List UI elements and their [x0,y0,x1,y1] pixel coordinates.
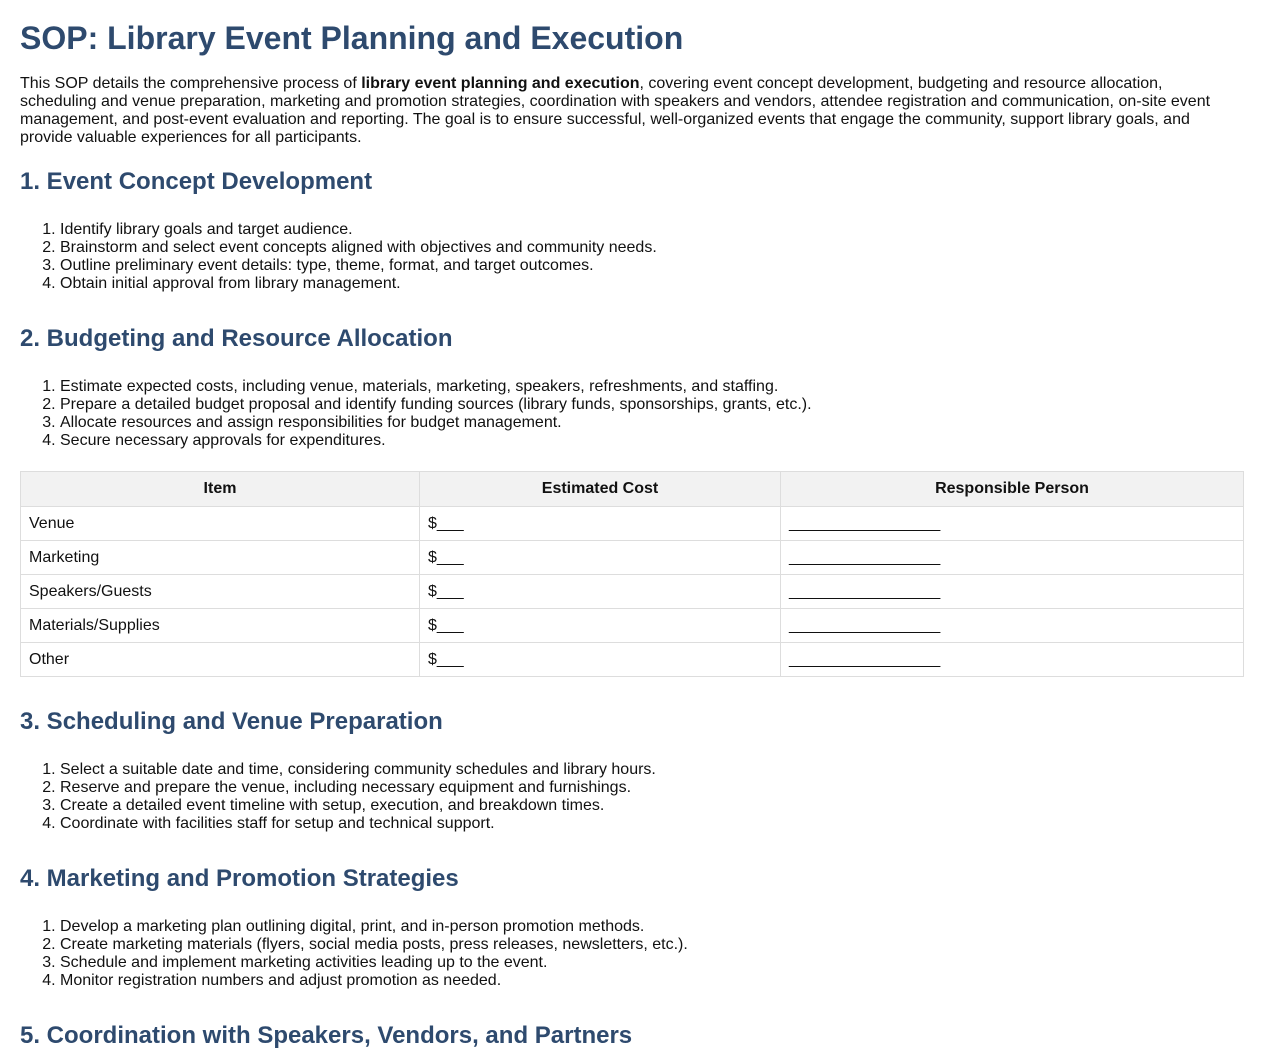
table-row [21,609,1244,643]
item-cell: Materials/Supplies [21,609,420,643]
list-item: 1. Estimate expected costs, including venue, materials, marketing, speakers, refreshments, and staffing. [60,378,1243,396]
list-item: 3. Allocate resources and assign responsibilities for budget management. [60,414,1243,432]
section-heading-marketing: 4. Marketing and Promotion Strategies [20,865,459,892]
responsible-cell: _________________ [781,507,1244,541]
list-item: 2. Brainstorm and select event concepts aligned with objectives and community needs. [60,239,1243,257]
section-heading-coordination: 5. Coordination with Speakers, Vendors, and Partners [20,1022,633,1049]
page-title: SOP: Library Event Planning and Execution [20,20,684,56]
section-heading-concept: 1. Event Concept Development [20,168,373,195]
column-header-estimated-cost: Estimated Cost [420,472,781,507]
cost-cell: $___ [420,575,781,609]
list-item: 2. Create marketing materials (flyers, social media posts, press releases, newsletters, etc.). [60,936,1243,954]
cost-cell: $___ [420,609,781,643]
list-item: 3. Outline preliminary event details: type, theme, format, and target outcomes. [60,257,1243,275]
table-header-row [21,472,1244,507]
steps-list-concept [20,221,1243,293]
list-item: 4. Monitor registration numbers and adjust promotion as needed. [60,972,1243,990]
list-item: 2. Reserve and prepare the venue, including necessary equipment and furnishings. [60,779,1243,797]
responsible-cell: _________________ [781,609,1244,643]
list-item: 1. Select a suitable date and time, considering community schedules and library hours. [60,761,1243,779]
cost-cell: $___ [420,507,781,541]
intro-text-before: This SOP details the comprehensive process of [20,75,362,92]
table-row [21,643,1244,677]
list-item: 1. Develop a marketing plan outlining digital, print, and in-person promotion methods. [60,918,1243,936]
list-item: 4. Obtain initial approval from library management. [60,275,1243,293]
responsible-cell: _________________ [781,575,1244,609]
intro-text-after: , covering event concept development, budgeting and resource allocation, scheduling and venue preparation, marketing and promotion strategies, coordination with speakers and vendors, attendee registration and communication, on-site event management, and post-event evaluation and reporting. The goal is to ensure successful, well-organized events that engage the community, support library goals, and provide valuable experiences for all participants. [20,75,1211,146]
steps-list-budgeting [20,378,1243,450]
intro-paragraph [20,75,1243,147]
cost-cell: $___ [420,541,781,575]
list-item: 4. Coordinate with facilities staff for setup and technical support. [60,815,1243,833]
list-item: 3. Schedule and implement marketing activities leading up to the event. [60,954,1243,972]
steps-list-marketing [20,918,1243,990]
list-item: 3. Create a detailed event timeline with setup, execution, and breakdown times. [60,797,1243,815]
item-cell: Marketing [21,541,420,575]
responsible-cell: _________________ [781,643,1244,677]
column-header-responsible-person: Responsible Person [781,472,1244,507]
table-row [21,541,1244,575]
steps-list-scheduling [20,761,1243,833]
list-item: 2. Prepare a detailed budget proposal and identify funding sources (library funds, sponsorships, grants, etc.). [60,396,1243,414]
section-heading-budgeting: 2. Budgeting and Resource Allocation [20,325,453,352]
intro-text-bold: library event planning and execution [361,75,640,92]
item-cell: Venue [21,507,420,541]
column-header-item: Item [21,472,420,507]
section-heading-scheduling: 3. Scheduling and Venue Preparation [20,708,443,735]
list-item: 1. Identify library goals and target audience. [60,221,1243,239]
responsible-cell: _________________ [781,541,1244,575]
table-row [21,507,1244,541]
table-row [21,575,1244,609]
item-cell: Speakers/Guests [21,575,420,609]
item-cell: Other [21,643,420,677]
cost-cell: $___ [420,643,781,677]
list-item: 4. Secure necessary approvals for expenditures. [60,432,1243,450]
budget-table [20,471,1244,677]
